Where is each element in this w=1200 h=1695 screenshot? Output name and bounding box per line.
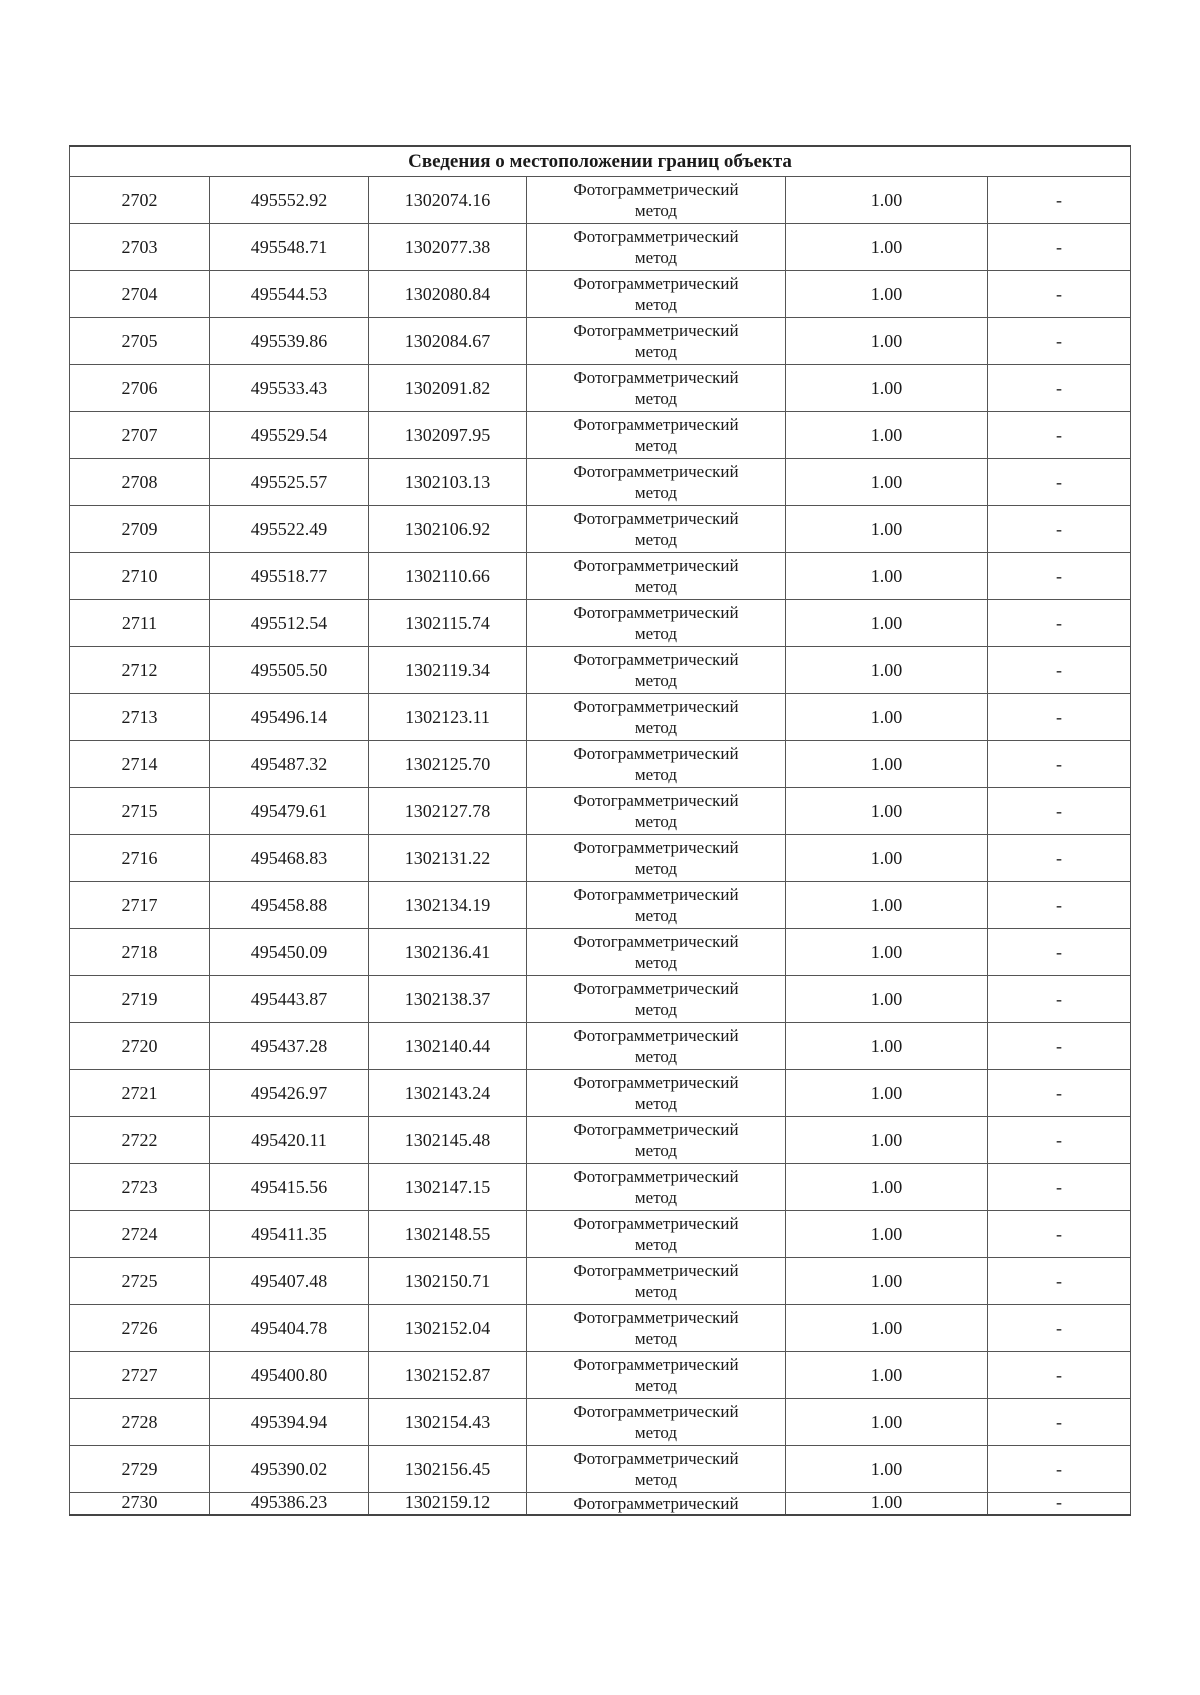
point-number-cell: 2709 xyxy=(70,506,210,553)
method-cell xyxy=(527,1258,786,1305)
method-cell xyxy=(527,224,786,271)
point-number-cell: 2706 xyxy=(70,365,210,412)
point-number-cell: 2720 xyxy=(70,1023,210,1070)
table-row xyxy=(70,1258,1131,1305)
method-cell xyxy=(527,600,786,647)
method-line-2: метод xyxy=(634,1282,678,1301)
note-cell: - xyxy=(988,647,1131,694)
method-line-1: Фотограмметрический xyxy=(573,932,739,951)
point-number-cell: 2724 xyxy=(70,1211,210,1258)
method-cell xyxy=(527,882,786,929)
x-coordinate-cell: 495512.54 xyxy=(210,600,369,647)
method-cell xyxy=(527,1399,786,1446)
x-coordinate-cell: 495552.92 xyxy=(210,177,369,224)
method-line-1: Фотограмметрический xyxy=(573,227,739,246)
method-line-2: метод xyxy=(634,624,678,643)
table-row xyxy=(70,694,1131,741)
method-cell xyxy=(527,271,786,318)
accuracy-cell: 1.00 xyxy=(786,788,988,835)
point-number-cell: 2707 xyxy=(70,412,210,459)
table-row xyxy=(70,976,1131,1023)
y-coordinate-cell: 1302145.48 xyxy=(369,1117,527,1164)
y-coordinate-cell: 1302103.13 xyxy=(369,459,527,506)
x-coordinate-cell: 495548.71 xyxy=(210,224,369,271)
x-coordinate-cell: 495411.35 xyxy=(210,1211,369,1258)
method-line-2: метод xyxy=(634,1470,678,1489)
x-coordinate-cell: 495518.77 xyxy=(210,553,369,600)
x-coordinate-cell: 495522.49 xyxy=(210,506,369,553)
point-number-cell: 2703 xyxy=(70,224,210,271)
method-line-2: метод xyxy=(634,436,678,455)
note-cell: - xyxy=(988,1352,1131,1399)
y-coordinate-cell: 1302115.74 xyxy=(369,600,527,647)
method-line-1: Фотограмметрический xyxy=(573,885,739,904)
method-cell xyxy=(527,1023,786,1070)
method-line-2: метод xyxy=(634,389,678,408)
x-coordinate-cell: 495443.87 xyxy=(210,976,369,1023)
note-cell: - xyxy=(988,882,1131,929)
method-line-1: Фотограмметрический xyxy=(573,1261,739,1280)
method-line-2: метод xyxy=(634,483,678,502)
y-coordinate-cell: 1302131.22 xyxy=(369,835,527,882)
point-number-cell: 2725 xyxy=(70,1258,210,1305)
method-line-2: метод xyxy=(634,953,678,972)
point-number-cell: 2722 xyxy=(70,1117,210,1164)
x-coordinate-cell: 495426.97 xyxy=(210,1070,369,1117)
y-coordinate-cell: 1302127.78 xyxy=(369,788,527,835)
table-row xyxy=(70,647,1131,694)
method-cell xyxy=(527,1070,786,1117)
y-coordinate-cell: 1302091.82 xyxy=(369,365,527,412)
point-number-cell: 2726 xyxy=(70,1305,210,1352)
method-cell xyxy=(527,929,786,976)
y-coordinate-cell: 1302152.87 xyxy=(369,1352,527,1399)
note-cell: - xyxy=(988,1446,1131,1493)
method-line-2: метод xyxy=(634,718,678,737)
accuracy-cell: 1.00 xyxy=(786,647,988,694)
method-line-1: Фотограмметрический xyxy=(573,791,739,810)
note-cell: - xyxy=(988,1023,1131,1070)
method-line-1: Фотограмметрический xyxy=(573,1355,739,1374)
method-line-1: Фотограмметрический xyxy=(573,1214,739,1233)
x-coordinate-cell: 495394.94 xyxy=(210,1399,369,1446)
x-coordinate-cell: 495539.86 xyxy=(210,318,369,365)
method-line-2: метод xyxy=(634,295,678,314)
method-cell xyxy=(527,553,786,600)
x-coordinate-cell: 495496.14 xyxy=(210,694,369,741)
method-line-2: метод xyxy=(634,1423,678,1442)
method-line-2: метод xyxy=(634,1188,678,1207)
note-cell: - xyxy=(988,318,1131,365)
method-line-1: Фотограмметрический xyxy=(573,556,739,575)
point-number-cell: 2729 xyxy=(70,1446,210,1493)
y-coordinate-cell: 1302140.44 xyxy=(369,1023,527,1070)
accuracy-cell: 1.00 xyxy=(786,1211,988,1258)
x-coordinate-cell: 495468.83 xyxy=(210,835,369,882)
x-coordinate-cell: 495533.43 xyxy=(210,365,369,412)
method-line-1: Фотограмметрический xyxy=(573,1167,739,1186)
method-line-1: Фотограмметрический xyxy=(573,509,739,528)
x-coordinate-cell: 495407.48 xyxy=(210,1258,369,1305)
boundary-coordinates-table xyxy=(69,145,1131,1516)
note-cell: - xyxy=(988,929,1131,976)
note-cell: - xyxy=(988,365,1131,412)
point-number-cell: 2719 xyxy=(70,976,210,1023)
point-number-cell: 2713 xyxy=(70,694,210,741)
accuracy-cell: 1.00 xyxy=(786,365,988,412)
y-coordinate-cell: 1302123.11 xyxy=(369,694,527,741)
method-line-2: метод xyxy=(634,1329,678,1348)
y-coordinate-cell: 1302110.66 xyxy=(369,553,527,600)
x-coordinate-cell: 495479.61 xyxy=(210,788,369,835)
table-row xyxy=(70,318,1131,365)
note-cell: - xyxy=(988,1164,1131,1211)
method-line-2: метод xyxy=(634,906,678,925)
note-cell: - xyxy=(988,694,1131,741)
note-cell: - xyxy=(988,600,1131,647)
note-cell: - xyxy=(988,788,1131,835)
y-coordinate-cell: 1302154.43 xyxy=(369,1399,527,1446)
table-row xyxy=(70,1211,1131,1258)
table-row xyxy=(70,1493,1131,1516)
method-line-1: Фотограмметрический xyxy=(573,368,739,387)
method-line-1: Фотограмметрический xyxy=(573,697,739,716)
accuracy-cell: 1.00 xyxy=(786,741,988,788)
point-number-cell: 2723 xyxy=(70,1164,210,1211)
note-cell: - xyxy=(988,1117,1131,1164)
y-coordinate-cell: 1302138.37 xyxy=(369,976,527,1023)
table-row xyxy=(70,1023,1131,1070)
x-coordinate-cell: 495544.53 xyxy=(210,271,369,318)
method-cell xyxy=(527,177,786,224)
method-line-2: метод xyxy=(634,248,678,267)
method-cell xyxy=(527,835,786,882)
x-coordinate-cell: 495458.88 xyxy=(210,882,369,929)
y-coordinate-cell: 1302074.16 xyxy=(369,177,527,224)
y-coordinate-cell: 1302134.19 xyxy=(369,882,527,929)
method-cell xyxy=(527,1211,786,1258)
table-row xyxy=(70,177,1131,224)
table-row xyxy=(70,741,1131,788)
accuracy-cell: 1.00 xyxy=(786,412,988,459)
accuracy-cell: 1.00 xyxy=(786,177,988,224)
point-number-cell: 2717 xyxy=(70,882,210,929)
point-number-cell: 2718 xyxy=(70,929,210,976)
table-title-row xyxy=(70,146,1131,177)
point-number-cell: 2721 xyxy=(70,1070,210,1117)
table-row xyxy=(70,365,1131,412)
accuracy-cell: 1.00 xyxy=(786,1446,988,1493)
accuracy-cell: 1.00 xyxy=(786,1023,988,1070)
y-coordinate-cell: 1302080.84 xyxy=(369,271,527,318)
point-number-cell: 2710 xyxy=(70,553,210,600)
method-cell xyxy=(527,741,786,788)
method-cell xyxy=(527,318,786,365)
y-coordinate-cell: 1302152.04 xyxy=(369,1305,527,1352)
x-coordinate-cell: 495437.28 xyxy=(210,1023,369,1070)
accuracy-cell: 1.00 xyxy=(786,1164,988,1211)
method-cell xyxy=(527,1164,786,1211)
method-cell xyxy=(527,1493,786,1516)
point-number-cell: 2712 xyxy=(70,647,210,694)
y-coordinate-cell: 1302156.45 xyxy=(369,1446,527,1493)
method-line-2: метод xyxy=(634,342,678,361)
accuracy-cell: 1.00 xyxy=(786,506,988,553)
method-line-1: Фотограмметрический xyxy=(573,415,739,434)
method-line-1: Фотограмметрический xyxy=(573,744,739,763)
accuracy-cell: 1.00 xyxy=(786,694,988,741)
table-row xyxy=(70,1399,1131,1446)
y-coordinate-cell: 1302077.38 xyxy=(369,224,527,271)
point-number-cell: 2704 xyxy=(70,271,210,318)
method-line-1: Фотограмметрический xyxy=(573,462,739,481)
table-row xyxy=(70,553,1131,600)
method-line-2: метод xyxy=(634,1376,678,1395)
method-cell xyxy=(527,1117,786,1164)
method-line-1: Фотограмметрический xyxy=(573,1402,739,1421)
note-cell: - xyxy=(988,1399,1131,1446)
table-row xyxy=(70,1446,1131,1493)
method-line-2: метод xyxy=(634,859,678,878)
method-line-1: Фотограмметрический xyxy=(573,180,739,199)
table-row xyxy=(70,224,1131,271)
accuracy-cell: 1.00 xyxy=(786,882,988,929)
method-line-1: Фотограмметрический xyxy=(573,603,739,622)
y-coordinate-cell: 1302148.55 xyxy=(369,1211,527,1258)
y-coordinate-cell: 1302125.70 xyxy=(369,741,527,788)
method-cell xyxy=(527,976,786,1023)
note-cell: - xyxy=(988,741,1131,788)
method-line-1: Фотограмметрический xyxy=(573,1308,739,1327)
point-number-cell: 2705 xyxy=(70,318,210,365)
accuracy-cell: 1.00 xyxy=(786,553,988,600)
y-coordinate-cell: 1302150.71 xyxy=(369,1258,527,1305)
x-coordinate-cell: 495505.50 xyxy=(210,647,369,694)
accuracy-cell: 1.00 xyxy=(786,976,988,1023)
method-line-2: метод xyxy=(634,1235,678,1254)
note-cell: - xyxy=(988,553,1131,600)
method-line-1: Фотограмметрический xyxy=(573,1120,739,1139)
point-number-cell: 2727 xyxy=(70,1352,210,1399)
method-line-2: метод xyxy=(634,530,678,549)
method-cell xyxy=(527,412,786,459)
accuracy-cell: 1.00 xyxy=(786,271,988,318)
method-cell xyxy=(527,1352,786,1399)
table-row xyxy=(70,1352,1131,1399)
method-line-2: метод xyxy=(634,577,678,596)
note-cell: - xyxy=(988,1070,1131,1117)
y-coordinate-cell: 1302106.92 xyxy=(369,506,527,553)
method-cell xyxy=(527,788,786,835)
method-line-2: метод xyxy=(634,1047,678,1066)
table-row xyxy=(70,835,1131,882)
method-cell xyxy=(527,365,786,412)
note-cell: - xyxy=(988,1493,1131,1516)
accuracy-cell: 1.00 xyxy=(786,1399,988,1446)
y-coordinate-cell: 1302147.15 xyxy=(369,1164,527,1211)
method-line-2: метод xyxy=(634,1141,678,1160)
point-number-cell: 2711 xyxy=(70,600,210,647)
method-line-1: Фотограмметрический xyxy=(573,1073,739,1092)
x-coordinate-cell: 495529.54 xyxy=(210,412,369,459)
table-body xyxy=(70,146,1131,1515)
method-line-1: Фотограмметрический xyxy=(573,274,739,293)
x-coordinate-cell: 495487.32 xyxy=(210,741,369,788)
note-cell: - xyxy=(988,1211,1131,1258)
note-cell: - xyxy=(988,412,1131,459)
method-line-2: метод xyxy=(634,812,678,831)
method-line-1: Фотограмметрический xyxy=(573,1494,739,1513)
note-cell: - xyxy=(988,271,1131,318)
y-coordinate-cell: 1302159.12 xyxy=(369,1493,527,1516)
accuracy-cell: 1.00 xyxy=(786,1258,988,1305)
y-coordinate-cell: 1302136.41 xyxy=(369,929,527,976)
table-row xyxy=(70,412,1131,459)
table-row xyxy=(70,929,1131,976)
accuracy-cell: 1.00 xyxy=(786,929,988,976)
point-number-cell: 2714 xyxy=(70,741,210,788)
note-cell: - xyxy=(988,459,1131,506)
table-row xyxy=(70,1070,1131,1117)
note-cell: - xyxy=(988,224,1131,271)
method-cell xyxy=(527,1446,786,1493)
table-row xyxy=(70,506,1131,553)
point-number-cell: 2728 xyxy=(70,1399,210,1446)
accuracy-cell: 1.00 xyxy=(786,459,988,506)
method-line-1: Фотограмметрический xyxy=(573,1026,739,1045)
table-row xyxy=(70,788,1131,835)
accuracy-cell: 1.00 xyxy=(786,1352,988,1399)
accuracy-cell: 1.00 xyxy=(786,318,988,365)
note-cell: - xyxy=(988,177,1131,224)
x-coordinate-cell: 495415.56 xyxy=(210,1164,369,1211)
accuracy-cell: 1.00 xyxy=(786,1070,988,1117)
method-cell xyxy=(527,459,786,506)
table-row xyxy=(70,271,1131,318)
note-cell: - xyxy=(988,976,1131,1023)
method-line-1: Фотограмметрический xyxy=(573,650,739,669)
x-coordinate-cell: 495404.78 xyxy=(210,1305,369,1352)
method-line-1: Фотограмметрический xyxy=(573,979,739,998)
method-line-2: метод xyxy=(634,1094,678,1113)
x-coordinate-cell: 495400.80 xyxy=(210,1352,369,1399)
point-number-cell: 2716 xyxy=(70,835,210,882)
method-line-1: Фотограмметрический xyxy=(573,838,739,857)
table-title: Сведения о местоположении границ объекта xyxy=(70,146,1131,177)
y-coordinate-cell: 1302097.95 xyxy=(369,412,527,459)
method-line-2: метод xyxy=(634,201,678,220)
accuracy-cell: 1.00 xyxy=(786,224,988,271)
table-row xyxy=(70,1117,1131,1164)
point-number-cell: 2708 xyxy=(70,459,210,506)
method-line-1: Фотограмметрический xyxy=(573,1449,739,1468)
method-cell xyxy=(527,647,786,694)
method-line-1: Фотограмметрический xyxy=(573,321,739,340)
x-coordinate-cell: 495450.09 xyxy=(210,929,369,976)
method-cell xyxy=(527,694,786,741)
table-row xyxy=(70,882,1131,929)
accuracy-cell: 1.00 xyxy=(786,1117,988,1164)
note-cell: - xyxy=(988,1305,1131,1352)
accuracy-cell: 1.00 xyxy=(786,1493,988,1516)
accuracy-cell: 1.00 xyxy=(786,600,988,647)
method-cell xyxy=(527,506,786,553)
point-number-cell: 2702 xyxy=(70,177,210,224)
table-row xyxy=(70,1164,1131,1211)
method-line-2: метод xyxy=(634,1000,678,1019)
table-row xyxy=(70,1305,1131,1352)
x-coordinate-cell: 495525.57 xyxy=(210,459,369,506)
x-coordinate-cell: 495420.11 xyxy=(210,1117,369,1164)
table-row xyxy=(70,600,1131,647)
y-coordinate-cell: 1302084.67 xyxy=(369,318,527,365)
method-line-2: метод xyxy=(634,765,678,784)
accuracy-cell: 1.00 xyxy=(786,835,988,882)
y-coordinate-cell: 1302143.24 xyxy=(369,1070,527,1117)
accuracy-cell: 1.00 xyxy=(786,1305,988,1352)
x-coordinate-cell: 495386.23 xyxy=(210,1493,369,1516)
x-coordinate-cell: 495390.02 xyxy=(210,1446,369,1493)
table-row xyxy=(70,459,1131,506)
method-cell xyxy=(527,1305,786,1352)
point-number-cell: 2715 xyxy=(70,788,210,835)
method-line-2: метод xyxy=(634,671,678,690)
note-cell: - xyxy=(988,506,1131,553)
note-cell: - xyxy=(988,1258,1131,1305)
y-coordinate-cell: 1302119.34 xyxy=(369,647,527,694)
note-cell: - xyxy=(988,835,1131,882)
point-number-cell: 2730 xyxy=(70,1493,210,1516)
